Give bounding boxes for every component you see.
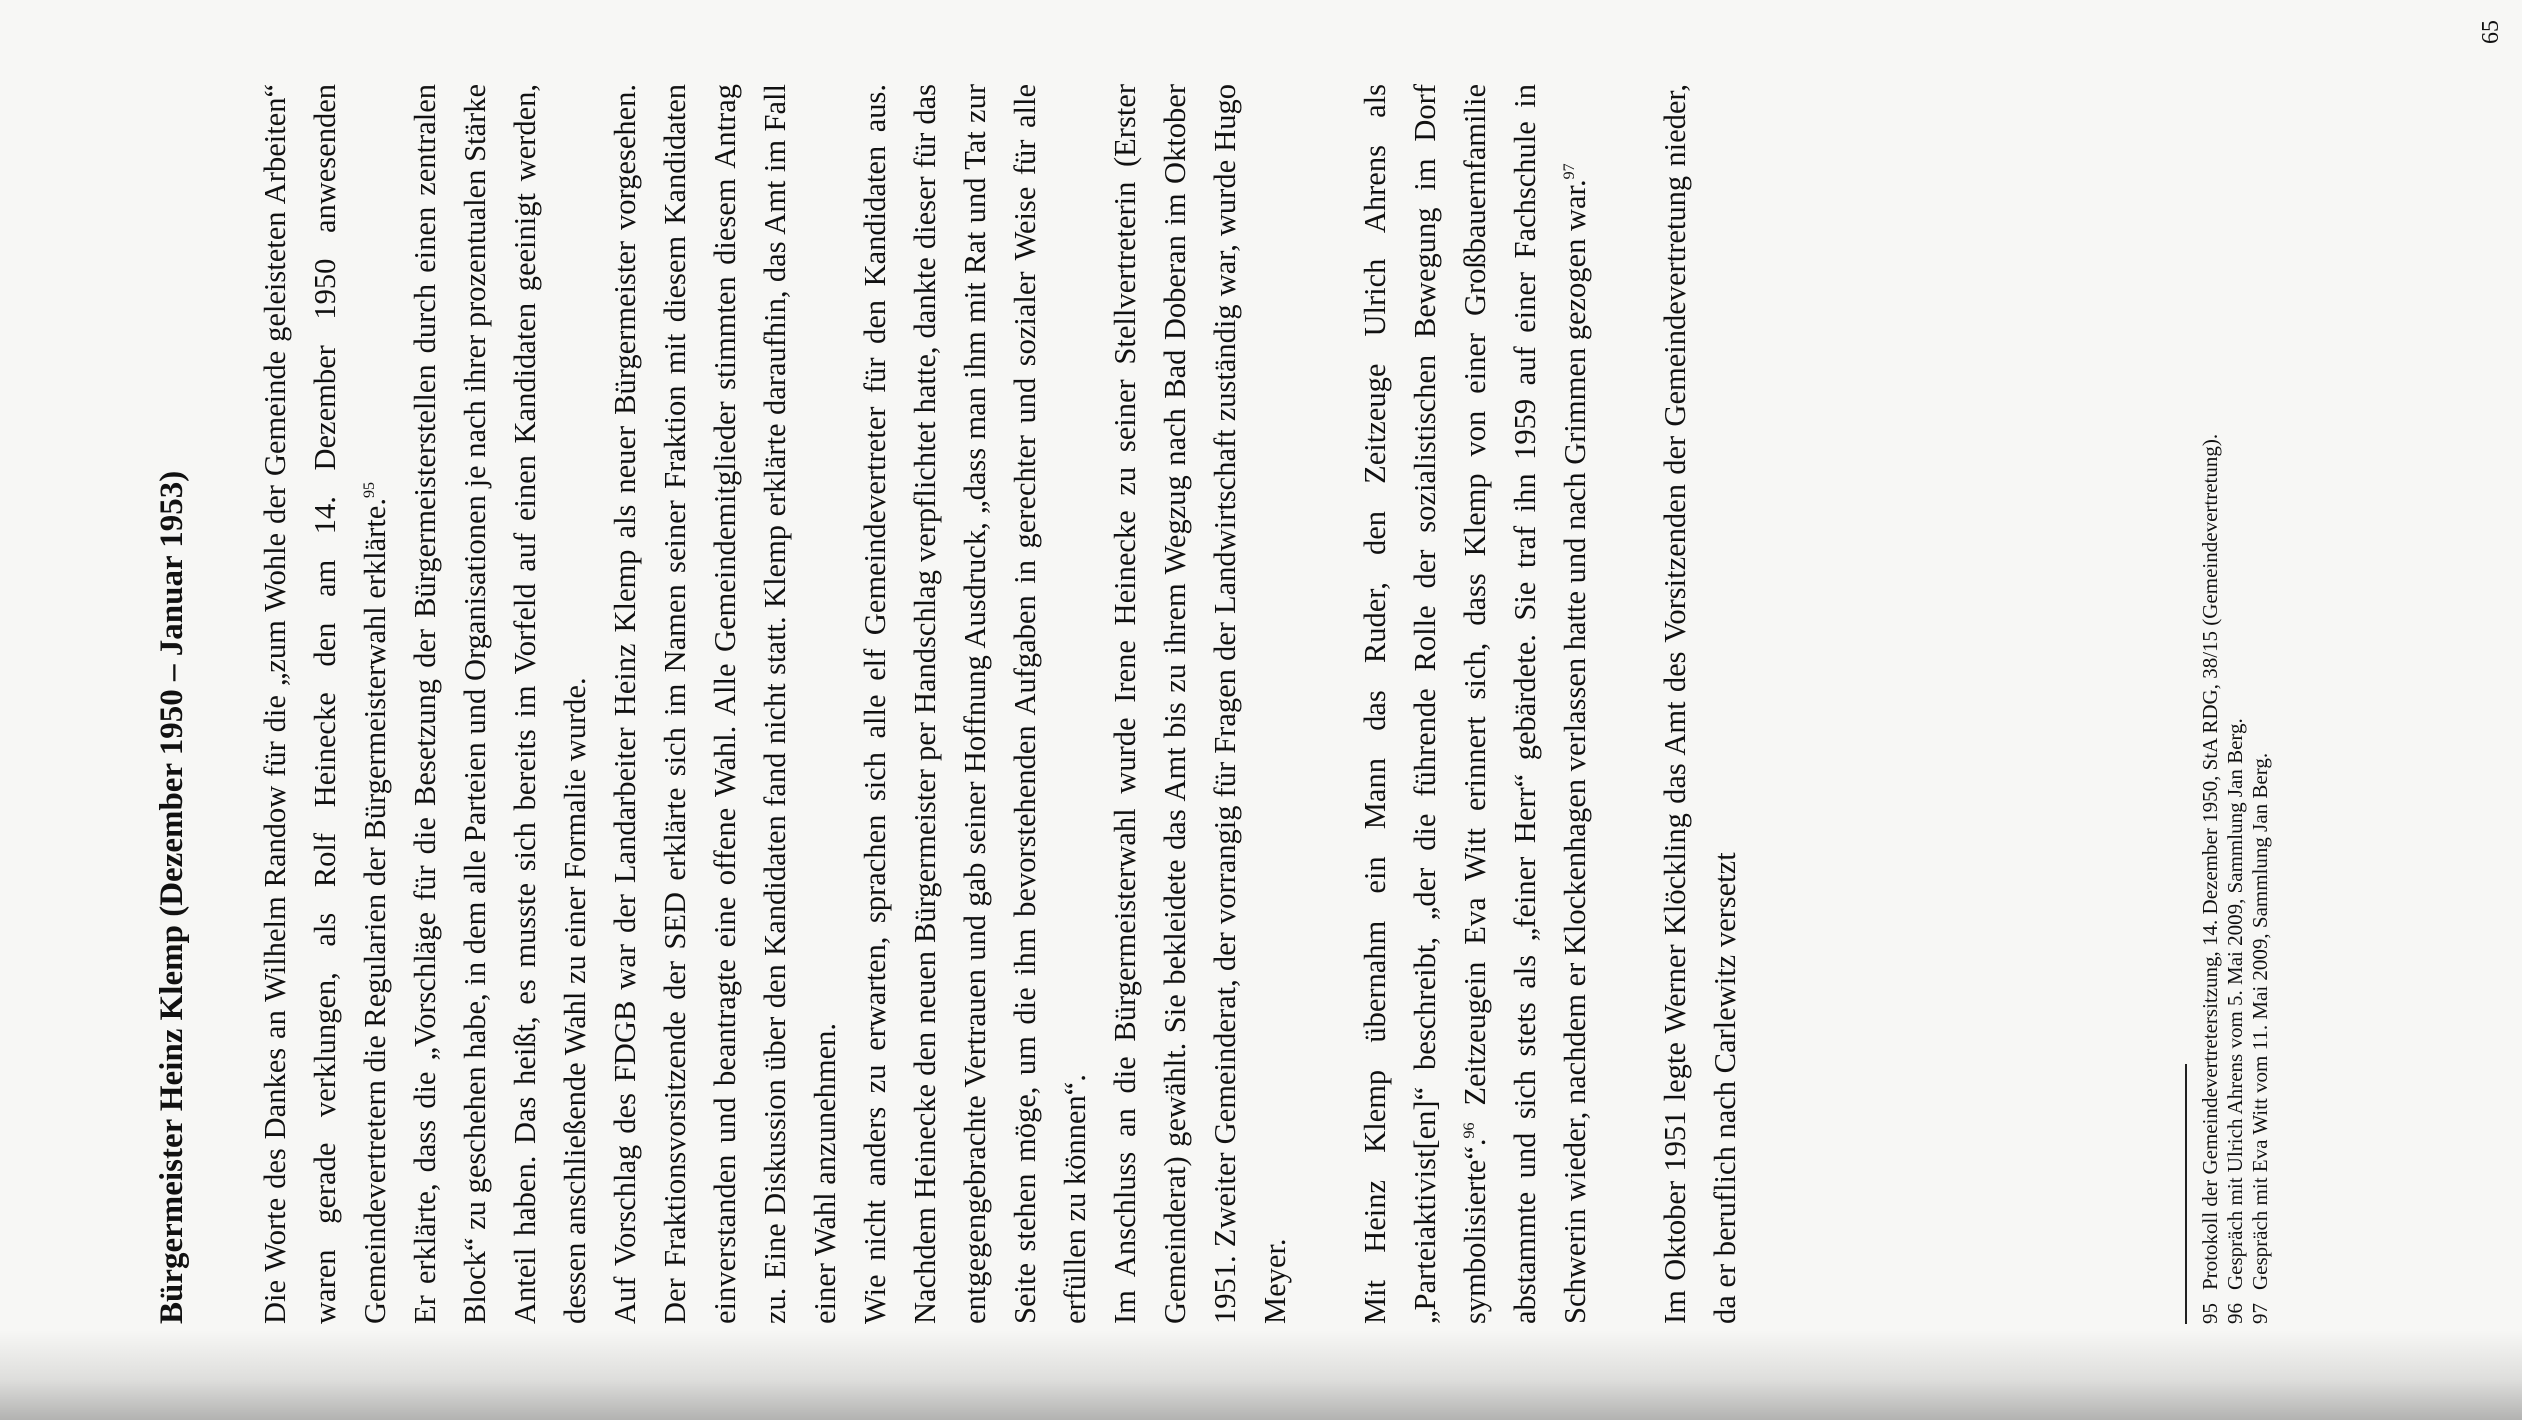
paragraph-text: Er erklärte, dass die „Vorschläge für die Besetzung der Bürgermeisterstellen durch einen zentralen Block“ zu geschehen habe, in dem alle Parteien und Organisationen je nach ihrer prozentualen Stärke Anteil haben. Das heißt, es musste sich bereits im Vorfeld auf einen Kandidaten geeinigt werden, dessen anschließende Wahl zu einer Formalie wurde. (408, 84, 592, 1324)
paragraph (850, 84, 1100, 1324)
body-text (250, 84, 1750, 1324)
footnote-divider (2185, 1064, 2187, 1324)
paragraph (250, 84, 400, 1324)
footnote (2248, 224, 2273, 1324)
footnotes (2198, 224, 2273, 1324)
footnote (2198, 224, 2223, 1324)
paragraph (1100, 84, 1300, 1324)
paragraph (1350, 84, 1600, 1324)
page-number-text: 65 (2478, 20, 2504, 44)
paragraph-text: Wie nicht anders zu erwarten, sprachen sich alle elf Gemeindevertreter für den Kandidaten aus. Nachdem Heinecke den neuen Bürgermeister per Handschlag verpflichtet hatte, dankte dieser für das entgegengebrachte Vertrauen und gab seiner Hoffnung Ausdruck, „dass man ihm mit Rat und Tat zur Seite stehen möge, um die ihm bevorstehenden Aufgaben in gerechter und sozialer Weise für alle erfüllen zu können“. (858, 84, 1092, 1324)
paragraph-text: Mit Heinz Klemp übernahm ein Mann das Ruder, den Zeitzeuge Ulrich Ahrens als „Parteiaktivist[en]“ beschreibt, „der die führende Rolle der sozialistischen Bewegung im Dorf symbolisierte“. (1358, 84, 1492, 1324)
footnote-text: Gespräch mit Ulrich Ahrens vom 5. Mai 2009, Sammlung Jan Berg. (2223, 718, 2247, 1290)
section-heading: Bürgermeister Heinz Klemp (Dezember 1950 – Januar 1953) (154, 470, 190, 1324)
paragraph (600, 84, 850, 1324)
footnote-text: Gespräch mit Eva Witt vom 11. Mai 2009, Sammlung Jan Berg. (2248, 752, 2272, 1290)
paragraph-text: Im Anschluss an die Bürgermeisterwahl wurde Irene Heinecke zu seiner Stellvertreterin (Erster Gemeinderat) gewählt. Sie bekleidete das Amt bis zu ihrem Wegzug nach Bad Doberan im Oktober 1951. Zweiter Gemeinderat, der vorrangig für Fragen der Landwirtschaft zuständig war, wurde Hugo Meyer. (1108, 84, 1292, 1324)
paragraph-text: Auf Vorschlag des FDGB war der Landarbeiter Heinz Klemp als neuer Bürgermeister vorgesehen. Der Fraktionsvorsitzende der SED erklärte sich im Namen seiner Fraktion mit diesem Kandidaten einverstanden und beantragte eine offene Wahl. Alle Gemeindemitglieder stimmten diesem Antrag zu. Eine Diskussion über den Kandidaten fand nicht statt. Klemp erklärte daraufhin, das Amt im Fall einer Wahl anzunehmen. (608, 84, 842, 1324)
paragraph (400, 84, 600, 1324)
footnote-number: 95 (2198, 1303, 2222, 1324)
footnote-ref: 96 (1460, 1122, 1478, 1139)
footnote-text: Protokoll der Gemeindevertretersitzung, 14. Dezember 1950, StA RDG, 38/15 (Gemeindevertretung). (2198, 433, 2222, 1290)
paragraph-text: Im Oktober 1951 legte Werner Klöckling das Amt des Vorsitzenden der Gemeindevertretung nieder, da er beruflich nach Carlewitz versetzt (1658, 84, 1742, 1324)
footnote-number: 97 (2248, 1303, 2272, 1324)
footnote (2223, 224, 2248, 1324)
footnote-ref: 95 (360, 482, 378, 499)
footnote-ref: 97 (1560, 163, 1578, 180)
paragraph-text: Die Worte des Dankes an Wilhelm Randow für die „zum Wohle der Gemeinde geleisteten Arbeiten“ waren gerade verklungen, als Rolf Heinecke den am 14. Dezember 1950 anwesenden Gemeindevertretern die Regularien der Bürgermeisterwahl erklärte. (258, 84, 392, 1324)
paragraph-text: Zeitzeugein Eva Witt erinnert sich, dass Klemp von einer Großbauernfamilie abstammte und sich stets als „feiner Herr“ gebärdete. Sie traf ihn 1959 auf einer Fachschule in Schwerin wieder, nachdem er Klockenhagen verlassen hatte und nach Grimmen gezogen war. (1458, 84, 1592, 1324)
footnote-number: 96 (2223, 1303, 2247, 1324)
paragraph (1650, 84, 1750, 1324)
